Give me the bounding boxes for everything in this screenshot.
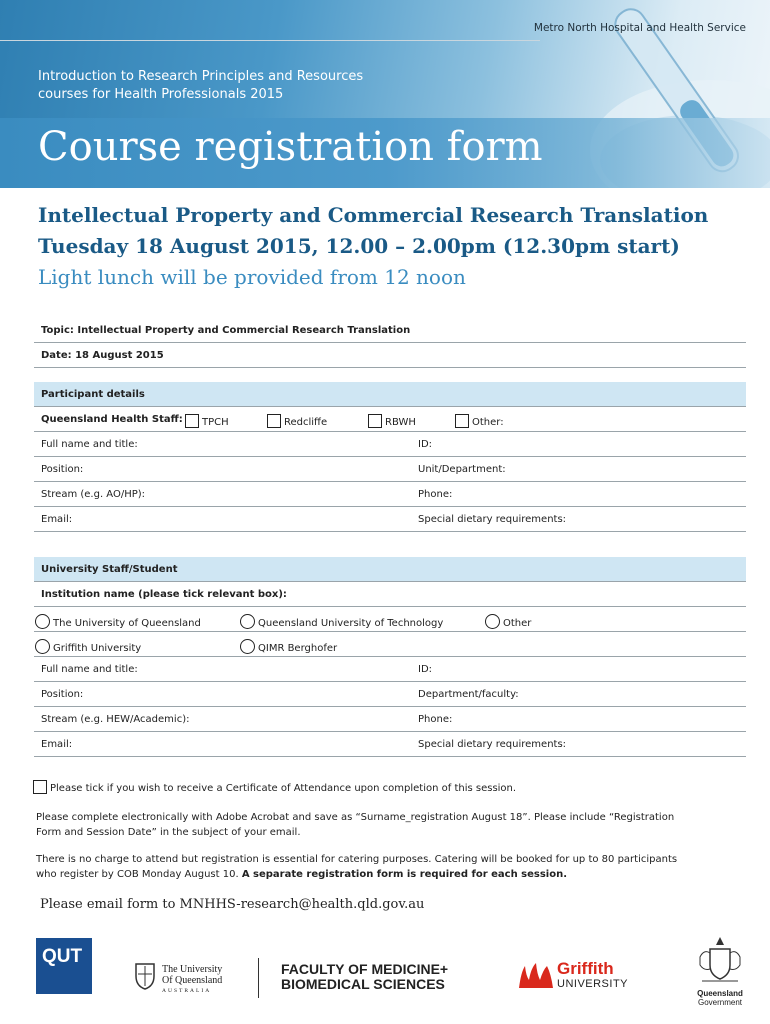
checkbox-redcliffe[interactable] [267, 414, 281, 428]
participant-field-row[interactable] [34, 482, 746, 507]
option-rbwh[interactable]: RBWH [368, 414, 416, 428]
uni-full-name-field[interactable]: Full name and title: [41, 664, 138, 675]
logo-divider [258, 958, 259, 998]
option-uq[interactable]: The University of Queensland [35, 614, 201, 629]
participant-heading: Participant details [41, 389, 145, 400]
uni-dietary-field[interactable]: Special dietary requirements: [418, 739, 567, 750]
university-field-row[interactable] [34, 682, 746, 707]
qld-coat-of-arms-icon [696, 935, 744, 985]
course-series [38, 68, 363, 104]
institution-options-row-1 [34, 607, 746, 632]
certificate-text: Please tick if you wish to receive a Certificate of Attendance upon completion of this session. [50, 783, 517, 794]
topic-text: Topic: Intellectual Property and Commercial Research Translation [41, 325, 411, 336]
radio-qimr[interactable] [240, 639, 255, 654]
staff-label: Queensland Health Staff: [41, 414, 183, 425]
participant-field-row[interactable] [34, 432, 746, 457]
participant-field-row[interactable] [34, 507, 746, 532]
university-field-row[interactable] [34, 732, 746, 757]
option-griffith[interactable]: Griffith University [35, 639, 141, 654]
uni-phone-field[interactable]: Phone: [418, 714, 453, 725]
stream-field[interactable]: Stream (e.g. AO/HP): [41, 489, 146, 500]
university-heading-row [34, 557, 746, 582]
checkbox-other[interactable] [455, 414, 469, 428]
series-line-2: courses for Health Professionals 2015 [38, 87, 284, 102]
instructions-paragraph-2: There is no charge to attend but registration is essential for catering purposes. Catering will be booked for up to 80 participants who register by COB Monday August 10. A separate registration form is required for each session. [36, 854, 678, 880]
option-qimr[interactable]: QIMR Berghofer [240, 639, 337, 654]
date-text: Date: 18 August 2015 [41, 350, 164, 361]
id-field[interactable]: ID: [418, 439, 433, 450]
institution-row [34, 582, 746, 607]
radio-uq[interactable] [35, 614, 50, 629]
radio-qut[interactable] [240, 614, 255, 629]
option-tpch[interactable]: TPCH [185, 414, 229, 428]
organisation-name: Metro North Hospital and Health Service [533, 22, 746, 34]
checkbox-tpch[interactable] [185, 414, 199, 428]
radio-other[interactable] [485, 614, 500, 629]
header-rule [0, 40, 540, 41]
option-qut[interactable]: Queensland University of Technology [240, 614, 443, 629]
griffith-flame-icon [517, 962, 555, 990]
participant-field-row[interactable] [34, 457, 746, 482]
event-lunch-note: Light lunch will be provided from 12 noon [38, 265, 466, 289]
institution-label: Institution name (please tick relevant box): [41, 589, 287, 600]
certificate-checkbox[interactable] [33, 780, 47, 794]
full-name-field[interactable]: Full name and title: [41, 439, 138, 450]
qld-government-logo: Queensland Government [690, 935, 750, 1011]
fmbs-logo: FACULTY OF MEDICINE+ BIOMEDICAL SCIENCES [281, 961, 449, 992]
email-instruction[interactable]: Please email form to MNHHS-research@health.qld.gov.au [40, 897, 425, 912]
qut-logo: QUT [36, 938, 92, 994]
instructions-paragraph-1: Please complete electronically with Adobe Acrobat and save as “Surname_registration August 18”. Please include “Registration Form and Session Date” in the subject of your email. [36, 812, 675, 838]
topic-row [34, 318, 746, 343]
phone-field[interactable]: Phone: [418, 489, 453, 500]
option-other[interactable]: Other: [455, 414, 504, 428]
uq-crest-icon [134, 962, 156, 990]
griffith-logo: Griffith UNIVERSITY [517, 960, 647, 994]
option-redcliffe[interactable]: Redcliffe [267, 414, 327, 428]
uni-position-field[interactable]: Position: [41, 689, 84, 700]
date-row [34, 343, 746, 368]
dietary-field[interactable]: Special dietary requirements: [418, 514, 567, 525]
checkbox-rbwh[interactable] [368, 414, 382, 428]
unit-department-field[interactable]: Unit/Department: [418, 464, 506, 475]
event-title: Intellectual Property and Commercial Research Translation [38, 203, 709, 227]
uni-email-field[interactable]: Email: [41, 739, 73, 750]
participant-heading-row [34, 382, 746, 407]
uni-id-field[interactable]: ID: [418, 664, 433, 675]
staff-row [34, 407, 746, 432]
radio-griffith[interactable] [35, 639, 50, 654]
option-uni-other[interactable]: Other [485, 614, 531, 629]
page-title: Course registration form [38, 124, 543, 170]
certificate-option[interactable] [33, 780, 745, 796]
uq-logo: The University Of Queensland AUSTRALIA [134, 962, 244, 996]
uni-stream-field[interactable]: Stream (e.g. HEW/Academic): [41, 714, 190, 725]
university-heading: University Staff/Student [41, 564, 178, 575]
university-field-row[interactable] [34, 657, 746, 682]
header-banner [0, 0, 770, 188]
university-field-row[interactable] [34, 707, 746, 732]
institution-options-row-2 [34, 632, 746, 657]
email-field[interactable]: Email: [41, 514, 73, 525]
series-line-1: Introduction to Research Principles and Resources [38, 69, 364, 84]
position-field[interactable]: Position: [41, 464, 84, 475]
uni-department-field[interactable]: Department/faculty: [418, 689, 519, 700]
event-datetime: Tuesday 18 August 2015, 12.00 – 2.00pm (12.30pm start) [38, 234, 680, 258]
